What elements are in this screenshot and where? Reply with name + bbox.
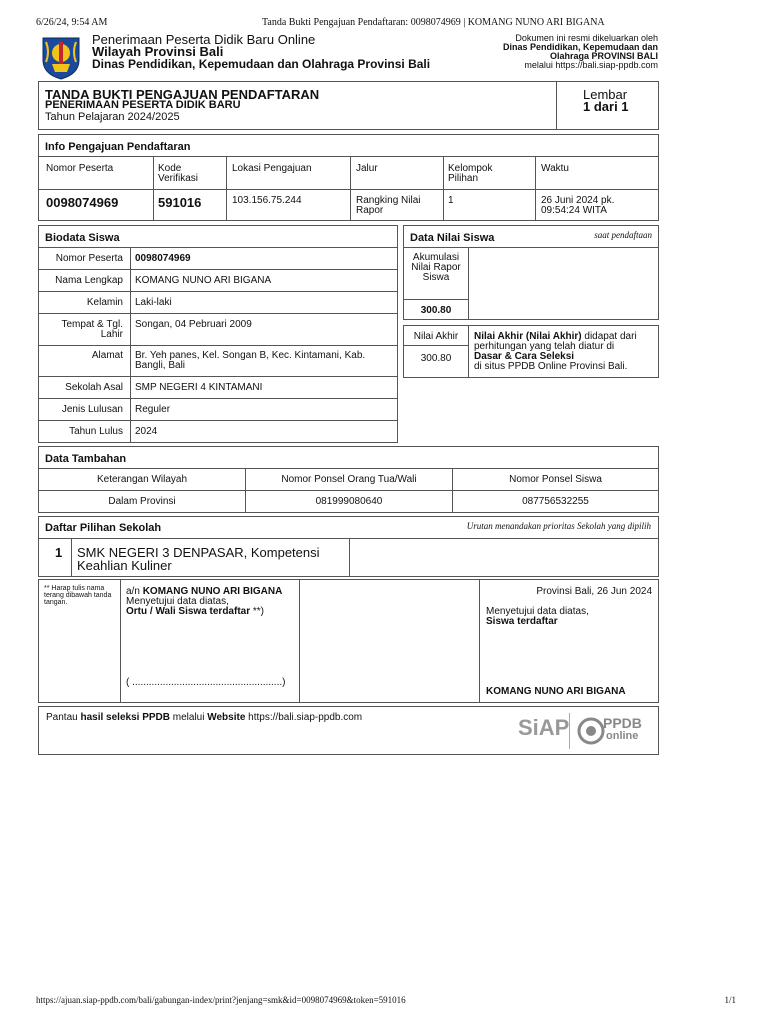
sheet-label: Lembar — [583, 87, 628, 102]
parent-agree: Menyetujui data diatas, — [126, 596, 229, 607]
title-box — [38, 81, 659, 130]
bio-label-sekolah: Sekolah Asal — [65, 382, 123, 393]
bio-value-sekolah: SMP NEGERI 4 KINTAMANI — [135, 382, 263, 393]
nilai-section — [403, 225, 659, 320]
bio-label-kelamin: Kelamin — [86, 297, 123, 308]
bio-value-kelamin: Laki-laki — [135, 297, 172, 308]
parent-an-line: a/n KOMANG NUNO ARI BIGANA — [126, 586, 283, 597]
bio-value-jenis: Reguler — [135, 404, 171, 415]
info-val-nomor: 0098074969 — [46, 195, 119, 210]
bio-label-nama: Nama Lengkap — [55, 275, 123, 286]
nilai-akumulasi-label: Akumulasi Nilai Rapor Siswa — [411, 252, 461, 283]
letterhead-line3: Dinas Pendidikan, Kepemudaan dan Olahraga Provinsi Bali — [92, 57, 431, 71]
bio-label-ttl: Tempat & Tgl. Lahir — [61, 319, 123, 340]
signature-section — [38, 579, 659, 703]
ppdb-globe-icon — [577, 717, 605, 745]
tambahan-col-wilayah: Keterangan Wilayah — [96, 474, 188, 485]
pilihan-header: Daftar Pilihan Sekolah — [45, 522, 162, 534]
parent-label-line: Ortu / Wali Siswa terdaftar **) — [126, 606, 265, 617]
info-col-waktu: Waktu — [541, 163, 569, 174]
pilihan-note: Urutan menandakan prioritas Sekolah yang dipilih — [466, 521, 651, 531]
info-val-kelompok: 1 — [448, 195, 454, 206]
signature-note: ** Harap tulis nama terang dibawah tanda tangan. — [44, 585, 112, 606]
student-agree: Menyetujui data diatas, — [486, 606, 589, 617]
letterhead-right-4: melalui https://bali.siap-ppdb.com — [524, 60, 658, 70]
nilai-akhir-box — [403, 325, 659, 378]
footer-box — [38, 706, 659, 755]
subtitle-text: PENERIMAAN PESERTA DIDIK BARU — [45, 99, 241, 111]
nilai-akhir-label: Nilai Akhir — [413, 331, 459, 342]
ppdb-logo-text: PPDB — [603, 715, 642, 731]
bio-label-jenis: Jenis Lulusan — [61, 404, 123, 415]
nilai-akumulasi-value: 300.80 — [420, 305, 452, 316]
pilihan-section — [38, 516, 659, 577]
bio-value-tahun: 2024 — [135, 426, 158, 437]
biodata-header: Biodata Siswa — [45, 232, 120, 244]
biodata-section — [38, 225, 398, 443]
info-header: Info Pengajuan Pendaftaran — [45, 141, 191, 153]
letterhead-line1: Penerimaan Peserta Didik Baru Online — [92, 32, 316, 47]
info-val-waktu: 26 Juni 2024 pk. 09:54:24 WITA — [541, 195, 615, 216]
parent-signature-dots: ( ......................................................) — [126, 677, 286, 688]
info-val-jalur: Rangking Nilai Rapor — [356, 195, 421, 216]
info-col-nomor: Nomor Peserta — [46, 163, 114, 174]
letterhead-right-1: Dokumen ini resmi dikeluarkan oleh — [515, 33, 658, 43]
bio-value-alamat: Br. Yeh panes, Kel. Songan B, Kec. Kintamani, Kab. Bangli, Bali — [135, 350, 366, 371]
nilai-header: Data Nilai Siswa — [410, 232, 495, 244]
tambahan-col-siswa: Nomor Ponsel Siswa — [509, 474, 602, 485]
year-text: Tahun Pelajaran 2024/2025 — [45, 111, 180, 123]
print-url: https://ajuan.siap-ppdb.com/bali/gabungan-index/print?jenjang=smk&id=0098074969&token=591016 — [36, 995, 406, 1005]
letterhead-line2: Wilayah Provinsi Bali — [92, 44, 224, 59]
tambahan-val-siswa: 087756532255 — [522, 496, 589, 507]
student-name: KOMANG NUNO ARI BIGANA — [486, 686, 626, 697]
print-page: 1/1 — [724, 995, 736, 1005]
pilihan-item-no: 1 — [55, 545, 63, 560]
pilihan-item-name: SMK NEGERI 3 DENPASAR, Kompetensi Keahlian Kuliner — [77, 545, 320, 573]
info-col-jalur: Jalur — [356, 163, 378, 174]
tambahan-val-wilayah: Dalam Provinsi — [108, 496, 176, 507]
student-label: Siswa terdaftar — [486, 616, 558, 627]
letterhead-right-3: Olahraga PROVINSI BALI — [549, 51, 658, 61]
footer-monitor-text: Pantau hasil seleksi PPDB melalui Website https://bali.siap-ppdb.com — [46, 712, 363, 723]
signature-place-date: Provinsi Bali, 26 Jun 2024 — [536, 586, 652, 597]
info-col-lokasi: Lokasi Pengajuan — [232, 163, 312, 174]
sheet-value: 1 dari 1 — [583, 99, 629, 114]
nilai-akhir-description: Nilai Akhir (Nilai Akhir) didapat dari perhitungan yang telah diatur di Dasar & Cara Seleksi di situs PPDB Online Provinsi Bali. — [474, 331, 637, 372]
bio-label-tahun: Tahun Lulus — [69, 426, 123, 437]
letterhead-right-2: Dinas Pendidikan, Kepemudaan dan — [502, 42, 658, 52]
bio-label-nomor: Nomor Peserta — [55, 253, 123, 264]
ppdb-online-text: online — [606, 730, 639, 742]
info-val-kode: 591016 — [158, 195, 202, 210]
tambahan-col-ortu: Nomor Ponsel Orang Tua/Wali — [281, 474, 417, 485]
info-val-lokasi: 103.156.75.244 — [232, 195, 302, 206]
info-section — [38, 134, 659, 221]
bio-value-ttl: Songan, 04 Pebruari 2009 — [135, 319, 252, 330]
info-col-kode: Kode Verifikasi — [158, 163, 199, 184]
info-col-kelompok: Kelompok Pilihan — [448, 163, 493, 184]
bio-label-alamat: Alamat — [91, 350, 123, 361]
nilai-akhir-value: 300.80 — [420, 353, 452, 364]
nilai-note: saat pendaftaan — [594, 230, 652, 240]
bio-value-nama: KOMANG NUNO ARI BIGANA — [135, 275, 272, 286]
title-text: TANDA BUKTI PENGAJUAN PENDAFTARAN — [45, 87, 320, 102]
bali-emblem-logo — [38, 34, 84, 80]
print-datetime: 6/26/24, 9:54 AM — [36, 17, 108, 28]
siap-logo: SiAP — [518, 715, 570, 740]
tambahan-val-ortu: 081999080640 — [315, 496, 383, 507]
tambahan-header: Data Tambahan — [45, 453, 127, 465]
tambahan-section — [38, 446, 659, 513]
print-doc-title: Tanda Bukti Pengajuan Pendaftaran: 0098074969 | KOMANG NUNO ARI BIGANA — [262, 17, 605, 28]
bio-value-nomor: 0098074969 — [135, 253, 191, 264]
